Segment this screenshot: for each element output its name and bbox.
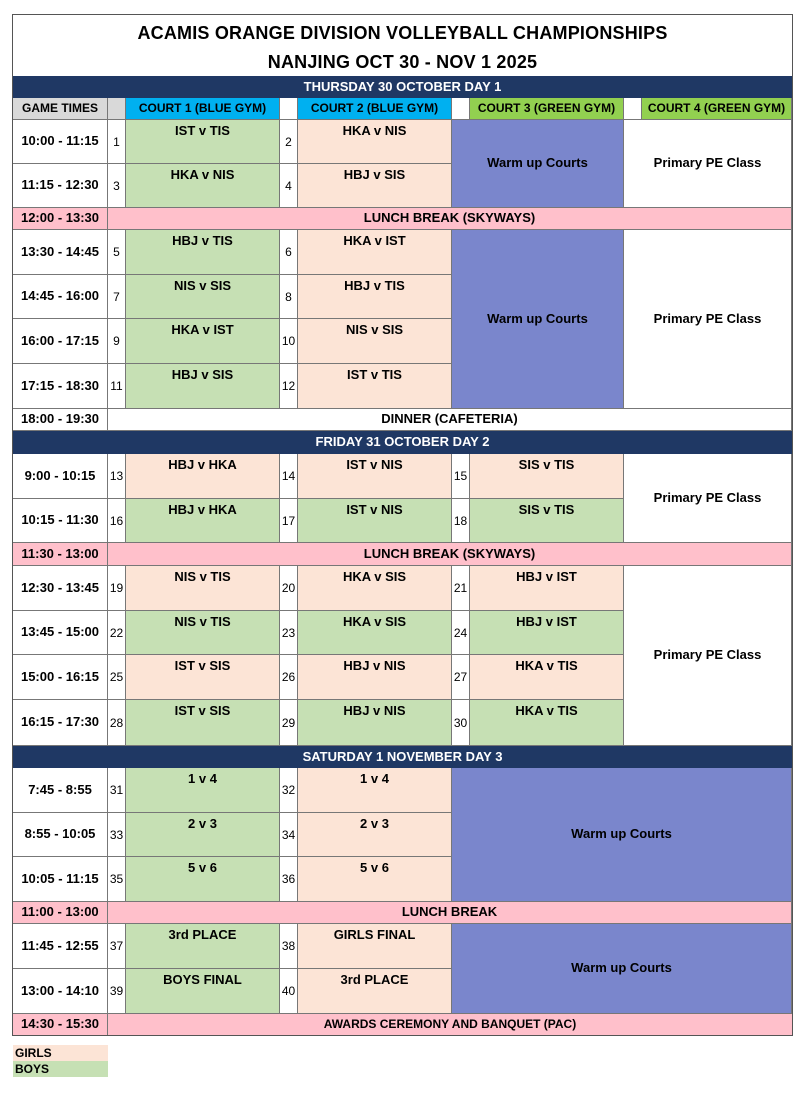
match-cell-girls: 5 v 6 bbox=[298, 857, 452, 902]
match-cell-girls: IST v SIS bbox=[126, 655, 280, 700]
header-spacer bbox=[452, 98, 470, 120]
game-number: 36 bbox=[280, 857, 298, 902]
game-number: 12 bbox=[280, 364, 298, 409]
match-cell-girls: 2 v 3 bbox=[298, 813, 452, 857]
primary-pe-class: Primary PE Class bbox=[624, 454, 792, 543]
match-cell-boys: HKA v NIS bbox=[126, 164, 280, 208]
time-cell: 10:15 - 11:30 bbox=[13, 499, 108, 543]
time-cell: 15:00 - 16:15 bbox=[13, 655, 108, 700]
match-cell-girls: IST v TIS bbox=[298, 364, 452, 409]
game-number: 9 bbox=[108, 319, 126, 364]
game-number: 28 bbox=[108, 700, 126, 746]
match-cell-girls: 1 v 4 bbox=[298, 768, 452, 813]
match-cell-boys: HBJ v IST bbox=[470, 611, 624, 655]
match-cell-boys: 1 v 4 bbox=[126, 768, 280, 813]
time-cell: 9:00 - 10:15 bbox=[13, 454, 108, 499]
match-cell-girls: HBJ v SIS bbox=[298, 164, 452, 208]
header-court-3: COURT 3 (GREEN GYM) bbox=[470, 98, 624, 120]
match-cell-girls: HKA v SIS bbox=[298, 566, 452, 611]
header-court-4: COURT 4 (GREEN GYM) bbox=[642, 98, 792, 120]
dinner-time: 18:00 - 19:30 bbox=[13, 409, 108, 431]
match-cell-boys: BOYS FINAL bbox=[126, 969, 280, 1014]
time-cell: 11:15 - 12:30 bbox=[13, 164, 108, 208]
header-spacer bbox=[108, 98, 126, 120]
game-number: 8 bbox=[280, 275, 298, 319]
game-number: 27 bbox=[452, 655, 470, 700]
game-number: 13 bbox=[108, 454, 126, 499]
game-number: 25 bbox=[108, 655, 126, 700]
game-number: 6 bbox=[280, 230, 298, 275]
time-cell: 10:05 - 11:15 bbox=[13, 857, 108, 902]
match-cell-girls: NIS v SIS bbox=[298, 319, 452, 364]
legend-boys: BOYS bbox=[13, 1061, 108, 1077]
schedule-table bbox=[12, 14, 793, 1036]
game-number: 21 bbox=[452, 566, 470, 611]
warm-up-courts: Warm up Courts bbox=[452, 924, 792, 1014]
warm-up-courts: Warm up Courts bbox=[452, 120, 624, 208]
game-number: 35 bbox=[108, 857, 126, 902]
game-number: 26 bbox=[280, 655, 298, 700]
game-number: 24 bbox=[452, 611, 470, 655]
game-number: 29 bbox=[280, 700, 298, 746]
game-number: 11 bbox=[108, 364, 126, 409]
day-3-header: SATURDAY 1 NOVEMBER DAY 3 bbox=[13, 746, 792, 768]
game-number: 38 bbox=[280, 924, 298, 969]
title-line-1: ACAMIS ORANGE DIVISION VOLLEYBALL CHAMPIONSHIPS bbox=[137, 22, 668, 43]
awards-time: 14:30 - 15:30 bbox=[13, 1014, 108, 1035]
game-number: 33 bbox=[108, 813, 126, 857]
match-cell-girls: HKA v NIS bbox=[298, 120, 452, 164]
game-number: 4 bbox=[280, 164, 298, 208]
primary-pe-class: Primary PE Class bbox=[624, 230, 792, 409]
header-spacer bbox=[280, 98, 298, 120]
day-1-header: THURSDAY 30 OCTOBER DAY 1 bbox=[13, 76, 792, 98]
match-cell-boys: 3rd PLACE bbox=[126, 924, 280, 969]
game-number: 17 bbox=[280, 499, 298, 543]
game-number: 37 bbox=[108, 924, 126, 969]
break-time: 12:00 - 13:30 bbox=[13, 208, 108, 230]
match-cell-boys: NIS v TIS bbox=[126, 611, 280, 655]
game-number: 40 bbox=[280, 969, 298, 1014]
match-cell-boys: HBJ v SIS bbox=[126, 364, 280, 409]
warm-up-courts: Warm up Courts bbox=[452, 230, 624, 409]
time-cell: 14:45 - 16:00 bbox=[13, 275, 108, 319]
lunch-break: LUNCH BREAK (SKYWAYS) bbox=[108, 208, 792, 230]
game-number: 3 bbox=[108, 164, 126, 208]
game-number: 23 bbox=[280, 611, 298, 655]
primary-pe-class: Primary PE Class bbox=[624, 566, 792, 746]
title-line-2: NANJING OCT 30 - NOV 1 2025 bbox=[267, 51, 538, 72]
match-cell-boys: HBJ v TIS bbox=[126, 230, 280, 275]
game-number: 32 bbox=[280, 768, 298, 813]
time-cell: 13:30 - 14:45 bbox=[13, 230, 108, 275]
game-number: 39 bbox=[108, 969, 126, 1014]
game-number: 15 bbox=[452, 454, 470, 499]
match-cell-girls: HKA v IST bbox=[298, 230, 452, 275]
game-number: 19 bbox=[108, 566, 126, 611]
header-game-times: GAME TIMES bbox=[13, 98, 108, 120]
game-number: 7 bbox=[108, 275, 126, 319]
primary-pe-class: Primary PE Class bbox=[624, 120, 792, 208]
match-cell-boys: SIS v TIS bbox=[470, 499, 624, 543]
match-cell-boys: IST v NIS bbox=[298, 499, 452, 543]
time-cell: 17:15 - 18:30 bbox=[13, 364, 108, 409]
legend-girls: GIRLS bbox=[13, 1045, 108, 1061]
time-cell: 16:00 - 17:15 bbox=[13, 319, 108, 364]
match-cell-girls: HBJ v NIS bbox=[298, 655, 452, 700]
match-cell-girls: HBJ v IST bbox=[470, 566, 624, 611]
match-cell-boys: NIS v SIS bbox=[126, 275, 280, 319]
match-cell-boys: 5 v 6 bbox=[126, 857, 280, 902]
match-cell-girls: HBJ v HKA bbox=[126, 454, 280, 499]
game-number: 20 bbox=[280, 566, 298, 611]
time-cell: 8:55 - 10:05 bbox=[13, 813, 108, 857]
time-cell: 7:45 - 8:55 bbox=[13, 768, 108, 813]
break-time: 11:00 - 13:00 bbox=[13, 902, 108, 924]
time-cell: 12:30 - 13:45 bbox=[13, 566, 108, 611]
match-cell-girls: HKA v TIS bbox=[470, 655, 624, 700]
dinner-break: DINNER (CAFETERIA) bbox=[108, 409, 792, 431]
time-cell: 13:00 - 14:10 bbox=[13, 969, 108, 1014]
lunch-break: LUNCH BREAK bbox=[108, 902, 792, 924]
match-cell-boys: 2 v 3 bbox=[126, 813, 280, 857]
header-court-1: COURT 1 (BLUE GYM) bbox=[126, 98, 280, 120]
game-number: 31 bbox=[108, 768, 126, 813]
header-spacer bbox=[624, 98, 642, 120]
time-cell: 13:45 - 15:00 bbox=[13, 611, 108, 655]
game-number: 34 bbox=[280, 813, 298, 857]
match-cell-girls: 3rd PLACE bbox=[298, 969, 452, 1014]
game-number: 2 bbox=[280, 120, 298, 164]
time-cell: 11:45 - 12:55 bbox=[13, 924, 108, 969]
awards-ceremony: AWARDS CEREMONY AND BANQUET (PAC) bbox=[108, 1014, 792, 1035]
break-time: 11:30 - 13:00 bbox=[13, 543, 108, 566]
match-cell-boys: IST v TIS bbox=[126, 120, 280, 164]
day-2-header: FRIDAY 31 OCTOBER DAY 2 bbox=[13, 431, 792, 454]
lunch-break: LUNCH BREAK (SKYWAYS) bbox=[108, 543, 792, 566]
match-cell-girls: NIS v TIS bbox=[126, 566, 280, 611]
game-number: 18 bbox=[452, 499, 470, 543]
match-cell-boys: HKA v SIS bbox=[298, 611, 452, 655]
match-cell-girls: IST v NIS bbox=[298, 454, 452, 499]
match-cell-girls: HBJ v TIS bbox=[298, 275, 452, 319]
game-number: 22 bbox=[108, 611, 126, 655]
match-cell-boys: HKA v IST bbox=[126, 319, 280, 364]
time-cell: 16:15 - 17:30 bbox=[13, 700, 108, 746]
warm-up-courts: Warm up Courts bbox=[452, 768, 792, 902]
match-cell-boys: IST v SIS bbox=[126, 700, 280, 746]
game-number: 10 bbox=[280, 319, 298, 364]
game-number: 1 bbox=[108, 120, 126, 164]
match-cell-boys: HBJ v NIS bbox=[298, 700, 452, 746]
game-number: 14 bbox=[280, 454, 298, 499]
header-court-2: COURT 2 (BLUE GYM) bbox=[298, 98, 452, 120]
game-number: 16 bbox=[108, 499, 126, 543]
match-cell-girls: GIRLS FINAL bbox=[298, 924, 452, 969]
match-cell-girls: SIS v TIS bbox=[470, 454, 624, 499]
match-cell-boys: HBJ v HKA bbox=[126, 499, 280, 543]
game-number: 30 bbox=[452, 700, 470, 746]
match-cell-boys: HKA v TIS bbox=[470, 700, 624, 746]
time-cell: 10:00 - 11:15 bbox=[13, 120, 108, 164]
game-number: 5 bbox=[108, 230, 126, 275]
